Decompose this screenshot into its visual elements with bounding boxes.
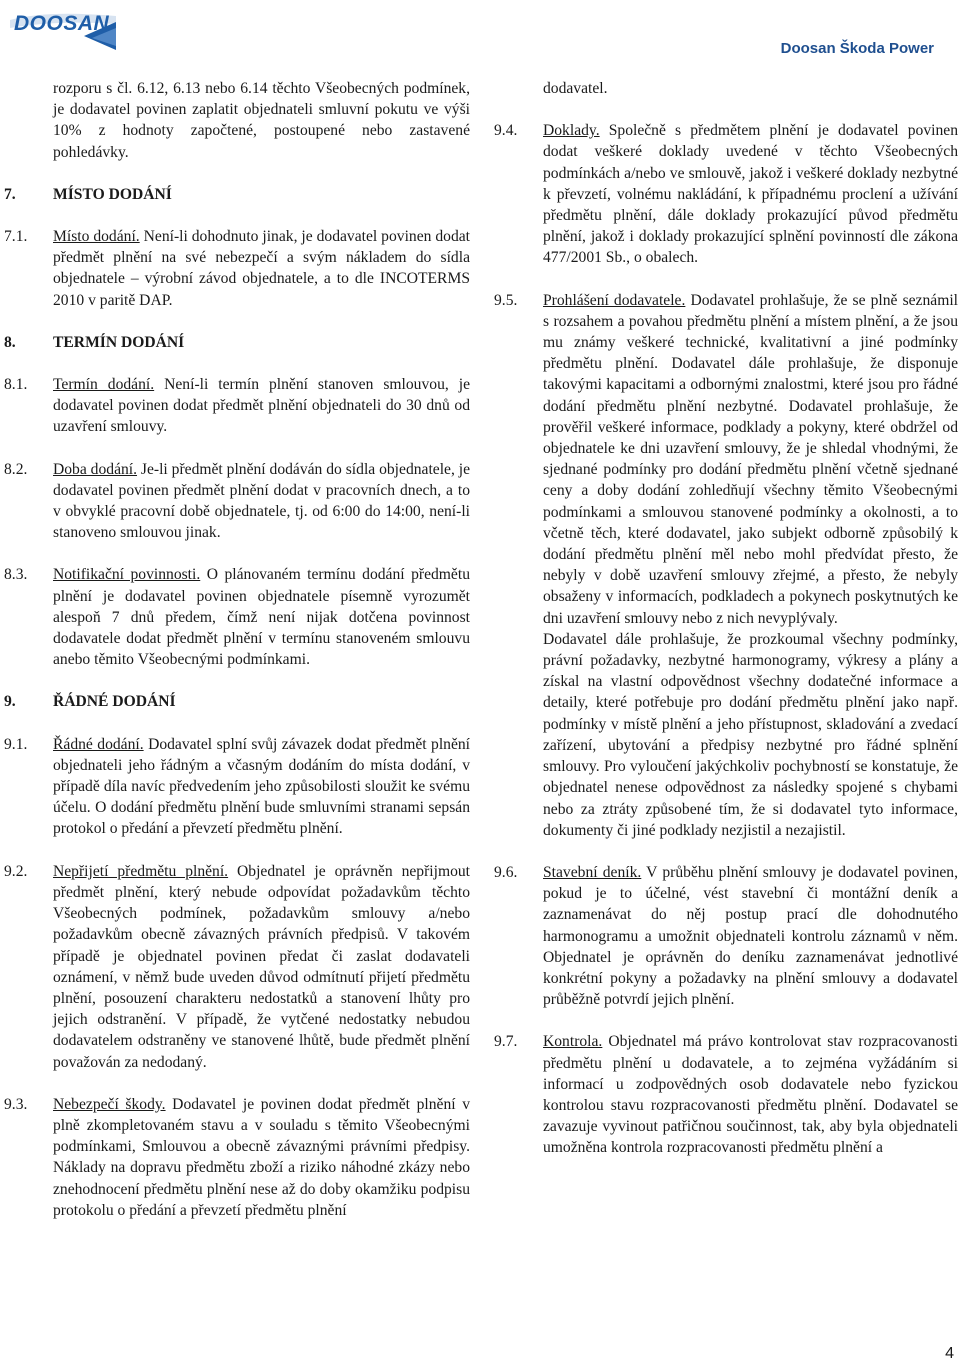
section-title: ŘÁDNÉ DODÁNÍ: [53, 693, 176, 711]
section-number: 7.: [4, 185, 16, 203]
paragraph-continuation: [4, 78, 470, 163]
clause-number: 9.7.: [494, 1033, 518, 1051]
clause-9-5: [494, 290, 958, 629]
clause-text: Společně s předmětem plnění je dodavatel povinen dodat veškeré doklady uvedené v těchto Všeobecných podmínkách a/nebo ve smlouvě, jakož i veškeré doklady nezbytné k převzetí, volnému nakládání, k případnému proclení a užívání předmětu plnění, dále doklady prokazující původ předmětu plnění, jakož i doklady prokazující splnění povinností dle zákona 477/2001 Sb., o obalech.: [543, 122, 958, 267]
clause-text: Dodavatel dále prohlašuje, že prozkoumal všechny podmínky, právní požadavky, nezbytné harmonogramy, výkresy a plány a získal na vlastní odpovědnost všechny dodatečné informace a detaily, které potřebuje pro dodání předmětu plnění jako např. podmínky v místě plnění a jeho přístupnost, skladování a zvedací zařízení, ubytování a předpisy nezbytné pro řádné splnění smlouvy. Pro vyloučení jakýchkoliv pochybností se konstatuje, že objednatel nenese odpovědnost za následky spojené s chybami nebo za ztráty způsobené tím, že si dodavatel tyto informace, dokumenty či jiné podklady nezjistil a nezajistil.: [543, 630, 958, 839]
clause-text: Objednatel má právo kontrolovat stav rozpracovanosti předmětu plnění u dodavatele, a to zejména vyžádáním si informací u zodpovědných osob dodavatele nebo fyzickou kontrolou stavu rozpracovanosti předmětu plnění. Dodavatel se zavazuje vyvinout patřičnou součinnost, tak, aby byla objednateli umožněna kontrola rozpracovanosti předmětu plnění a: [543, 1033, 958, 1157]
left-column: [4, 78, 470, 1221]
clause-number: 9.5.: [494, 291, 518, 309]
clause-7-1: [4, 226, 470, 311]
section-number: 9.: [4, 693, 16, 711]
clause-title: Doklady.: [543, 122, 600, 140]
clause-text: Objednatel je oprávněn nepřijmout předmět plnění, který nebude odpovídat požadavkům těchto Všeobecných podmínek, požadavkům smlouvy a/nebo požadavkům obecně závazných právních předpisů. V takovém případě je objednatel povinen předat či zaslat dodavateli oznámení, v němž bude uveden důvod odmítnutí přijetí předmětu plnění, posouzení charakteru nedostatků a stanovení lhůty pro jejich odstranění. V případě, že vytčené nedostatky nebudou dodavatelem odstraněny ve stanovené lhůtě, bude předmět plnění považován za nedodaný.: [53, 862, 471, 1071]
section-title: TERMÍN DODÁNÍ: [53, 333, 185, 351]
clause-text: Není-li dohodnuto jinak, je dodavatel povinen dodat předmět plnění na své nebezpečí a svým nákladem do sídla objednatele – výrobní závod objednatele, a to dle INCOTERMS 2010 v paritě DAP.: [53, 228, 470, 309]
clause-text: Dodavatel splní svůj závazek dodat předmět plnění objednateli jeho řádným a včasným dodáním do místa dodání, v případě díla navíc předvedením jeho způsobilosti sloužit ke svému účelu. O dodání předmětu plnění bude smluvními stranami sepsán protokol o předání a převzetí předmětu plnění.: [53, 735, 471, 838]
clause-title: Nebezpečí škody.: [53, 1095, 166, 1113]
clause-text: Není-li termín plnění stanoven smlouvou, je dodavatel povinen dodat předmět plnění objednateli do 30 dnů od uzavření smlouvy.: [53, 376, 471, 436]
clause-title: Místo dodání.: [53, 228, 140, 246]
clause-9-6: [494, 862, 958, 1010]
clause-title: Termín dodání.: [53, 376, 155, 394]
clause-title: Nepřijetí předmětu plnění.: [53, 862, 229, 880]
clause-number: 8.2.: [4, 460, 28, 478]
clause-text: V průběhu plnění smlouvy je dodavatel povinen, pokud je to účelné, vést stavební či montážní deník a zaznamenávat do něj postup prací dle dohodnutého harmonogramu a umožnit objednateli kontrolu záznamů v něm. Objednatel je oprávněn do deníku zaznamenávat jednotlivé konkrétní pokyny a požadavky na plnění smlouvy a dodavatel průběžně potvrdí jejich plnění.: [543, 863, 958, 1009]
clause-number: 8.1.: [4, 376, 28, 394]
clause-number: 9.3.: [4, 1095, 28, 1113]
paragraph-text: dodavatel.: [543, 80, 608, 97]
section-title: MÍSTO DODÁNÍ: [53, 185, 172, 203]
clause-9-4: [494, 120, 958, 268]
clause-9-2: [4, 861, 470, 1073]
clause-title: Doba dodání.: [53, 460, 138, 478]
clause-9-7: [494, 1031, 958, 1158]
right-column: [494, 78, 958, 1159]
page-number: 4: [945, 1345, 954, 1362]
clause-text: Je-li předmět plnění dodáván do sídla objednatele, je dodavatel povinen předmět plnění dodat v pracovních dnech, a to v obvyklé pracovní době objednatele, tj. od 6:00 do 14:00, není-li stanoveno smlouvou jinak.: [53, 460, 471, 542]
clause-8-2: [4, 459, 470, 544]
clause-8-1: [4, 374, 470, 438]
clause-title: Řádné dodání.: [53, 735, 144, 753]
section-number: 8.: [4, 333, 16, 351]
clause-number: 7.1.: [4, 228, 28, 246]
doosan-logo-text: DOOSAN: [14, 12, 110, 35]
clause-number: 8.3.: [4, 566, 28, 584]
clause-text: O plánovaném termínu dodání předmětu plnění je dodavatel povinen objednatele písemně vyrozumět alespoň 7 dnů předem, čímž není nijak dotčena povinnost dodavatele dodat předmět plnění v termínu stanoveném smlouvu anebo těmito Všeobecnými podmínkami.: [53, 566, 470, 669]
clause-number: 9.4.: [494, 122, 518, 140]
clause-text: Dodavatel prohlašuje, že se plně seznámil s rozsahem a povahou předmětu plnění a místem plnění, a že jsou mu známy veškeré technické, kvalitativní a jiné podmínky předmětu plnění. Dodavatel dále prohlašuje, že disponuje takovými kapacitami a odbornými znalostmi, které jsou pro řádné dodání předmětu plnění nezbytné. Dodavatel prohlašuje, že prověřil veškeré informace, podklady a pokyny, které obdržel od objednatele ke dni uzavření smlouvy, že je shledal vhodnými, že sjednané podmínky pro dodání předmětu plnění včetně sjednané ceny a doby dodání zohledňují všechny těmito Všeobecnými podmínkami a smlouvou stanovené podmínky a okolnosti, a to včetně těch, které dodavatel, jako subjekt odborně způsobilý k dodání předmětu plnění měl nebo mohl předvídat přesto, že nebyly v době uzavření smlouvy zřejmé, a přesto, že nebyly obsaženy v informacích, podkladech a pokynech poskytnutých ke dni uzavření smlouvy nebo z nich nevyplývaly.: [543, 291, 958, 627]
clause-title: Kontrola.: [543, 1033, 603, 1051]
clause-title: Stavební deník.: [543, 863, 642, 881]
clause-9-5-continued: [494, 629, 958, 841]
clause-number: 9.6.: [494, 863, 518, 881]
doosan-logo: [6, 6, 118, 56]
clause-text: Dodavatel je povinen dodat předmět plnění v plně zkompletovaném stavu a v souladu s těmito Všeobecnými podmínkami, Smlouvou a obecně závaznými právními předpisy. Náklady na dopravu předmětu zboží a riziko náhodné zkázy nebo znehodnocení předmětu plnění nese až do doby okamžiku podpisu protokolu o předání a převzetí předmětu plnění: [53, 1095, 470, 1219]
paragraph-text: rozporu s čl. 6.12, 6.13 nebo 6.14 těchto Všeobecných podmínek, je dodavatel povinen zaplatit objednateli smluvní pokutu ve výši 10% z hodnoty započtené, postoupené nebo zastavené pohledávky.: [53, 80, 470, 161]
clause-title: Notifikační povinnosti.: [53, 566, 201, 584]
clause-title: Prohlášení dodavatele.: [543, 291, 686, 309]
section-heading-8: [4, 332, 470, 353]
clause-8-3: [4, 564, 470, 670]
clause-9-3: [4, 1094, 470, 1221]
section-heading-9: [4, 691, 470, 712]
section-heading-7: [4, 184, 470, 205]
clause-9-1: [4, 734, 470, 840]
clause-number: 9.2.: [4, 862, 28, 880]
brand-name: Doosan Škoda Power: [780, 40, 934, 57]
paragraph-continuation: [494, 78, 958, 99]
clause-number: 9.1.: [4, 735, 28, 753]
